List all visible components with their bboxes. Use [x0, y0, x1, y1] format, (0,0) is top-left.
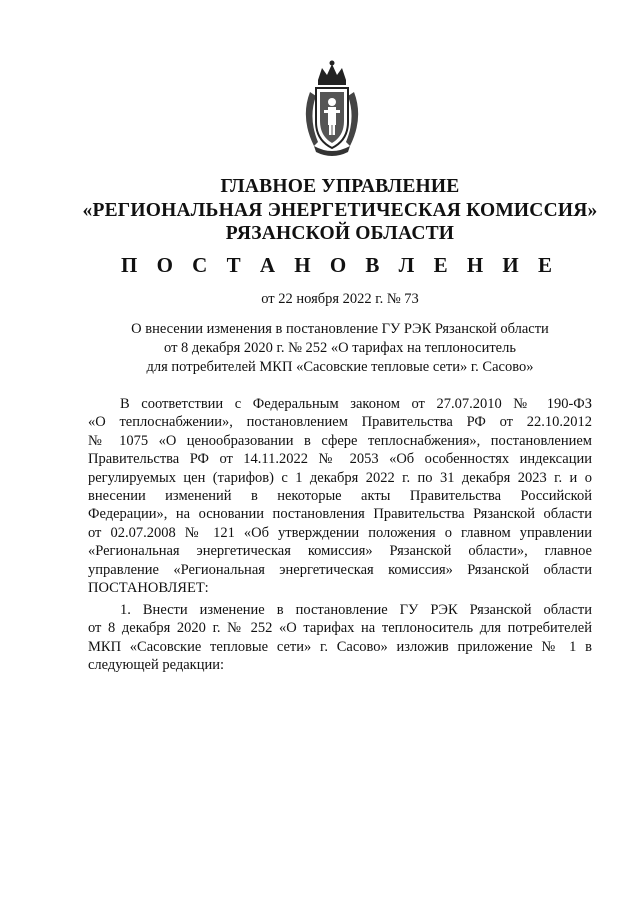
paragraph-line: В соответствии с Федеральным законом от 27.07.2010 № 190-ФЗ: [120, 396, 592, 412]
preamble-paragraph: [88, 395, 592, 597]
issuer-title-line-2: «РЕГИОНАЛЬНАЯ ЭНЕРГЕТИЧЕСКАЯ КОМИССИЯ»: [82, 200, 598, 221]
paragraph-line: управление «Региональная энергетическая комиссия» Рязанской области: [88, 561, 592, 578]
paragraph-line: Федерации», на основании постановления Правительства Рязанской области: [88, 506, 592, 523]
paragraph-line: Правительства РФ от 14.11.2022 № 2053 «Об особенностях индексации: [88, 451, 592, 468]
paragraph-line: от 02.07.2008 № 121 «Об утверждении положения о главном управлении: [88, 524, 592, 541]
paragraph-line: следующей редакции:: [88, 657, 225, 674]
document-subject: [40, 320, 640, 377]
paragraph-line: от 8 декабря 2020 г. № 252 «О тарифах на теплоноситель для потребителей: [88, 620, 592, 637]
paragraph-line: «О теплоснабжении», постановлением Правительства РФ от 22.10.2012: [88, 414, 592, 431]
paragraph-line: регулируемых цен (тарифов) с 1 декабря 2022 г. по 31 декабря 2023 г. и о: [88, 469, 592, 486]
date-and-number: от 22 ноября 2022 г. № 73: [261, 291, 419, 307]
paragraph-line: № 1075 «О ценообразовании в сфере теплоснабжения», постановлением: [88, 432, 592, 449]
item-1-paragraph: [88, 601, 592, 675]
paragraph-line: 1. Внести изменение в постановление ГУ РЭК Рязанской области: [120, 602, 592, 618]
subject-line: для потребителей МКП «Сасовские тепловые сети» г. Сасово»: [146, 359, 534, 375]
issuer-title-line-3: РЯЗАНСКОЙ ОБЛАСТИ: [225, 223, 455, 244]
document-type: П О С Т А Н О В Л Е Н И Е: [120, 253, 559, 277]
subject-line: О внесении изменения в постановление ГУ РЭК Рязанской области: [131, 321, 549, 337]
paragraph-line: внесении изменений в некоторые акты Правительства Российской: [88, 488, 592, 505]
paragraph-line: ПОСТАНОВЛЯЕТ:: [88, 580, 209, 597]
subject-line: от 8 декабря 2020 г. № 252 «О тарифах на теплоноситель: [164, 340, 516, 356]
issuer-title-line-1: ГЛАВНОЕ УПРАВЛЕНИЕ: [220, 176, 460, 197]
coat-of-arms-icon: [296, 58, 368, 158]
paragraph-line: МКП «Сасовские тепловые сети» г. Сасово» изложив приложение № 1 в: [88, 638, 592, 655]
paragraph-line: «Региональная энергетическая комиссия» Рязанской области», главное: [88, 543, 592, 560]
